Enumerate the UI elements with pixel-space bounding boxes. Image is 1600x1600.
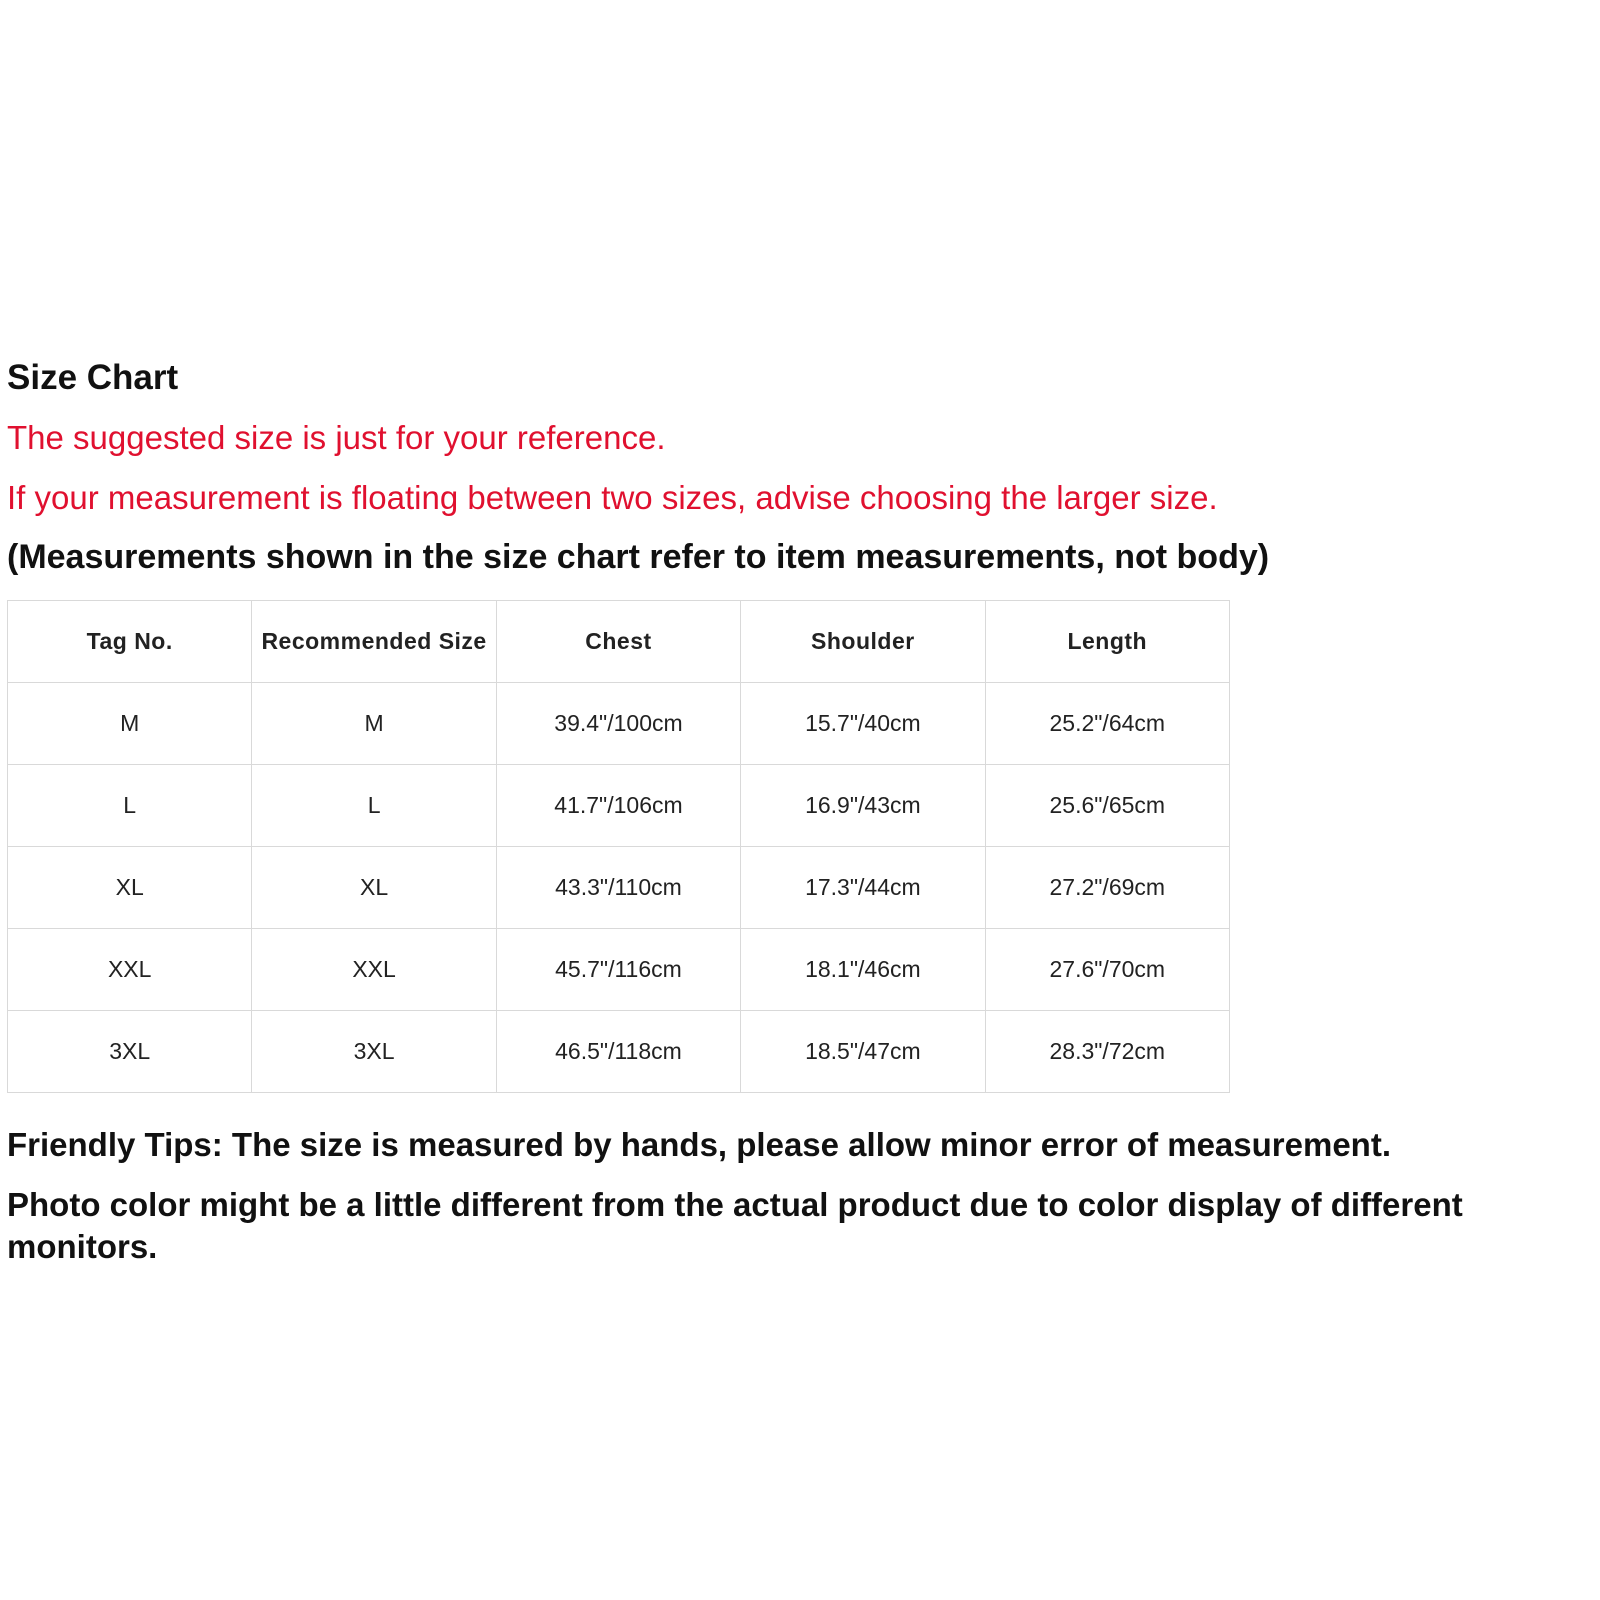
cell-chest: 41.7"/106cm xyxy=(496,765,740,847)
cell-tag-no: XL xyxy=(8,847,252,929)
cell-tag-no: M xyxy=(8,683,252,765)
advice-note: If your measurement is floating between two sizes, advise choosing the larger size. xyxy=(7,479,1218,516)
page-title: Size Chart xyxy=(7,358,179,397)
cell-chest: 45.7"/116cm xyxy=(496,929,740,1011)
table-header-row xyxy=(8,601,1230,683)
cell-recommended-size: L xyxy=(252,765,496,847)
cell-shoulder: 15.7"/40cm xyxy=(741,683,985,765)
table-row xyxy=(8,847,1230,929)
size-table xyxy=(7,600,1230,1093)
table-row xyxy=(8,683,1230,765)
cell-shoulder: 18.5"/47cm xyxy=(741,1011,985,1093)
cell-tag-no: XXL xyxy=(8,929,252,1011)
cell-length: 28.3"/72cm xyxy=(985,1011,1229,1093)
cell-chest: 43.3"/110cm xyxy=(496,847,740,929)
cell-shoulder: 18.1"/46cm xyxy=(741,929,985,1011)
header-chest: Chest xyxy=(496,601,740,683)
cell-shoulder: 16.9"/43cm xyxy=(741,765,985,847)
cell-chest: 46.5"/118cm xyxy=(496,1011,740,1093)
cell-length: 27.2"/69cm xyxy=(985,847,1229,929)
cell-recommended-size: XXL xyxy=(252,929,496,1011)
cell-tag-no: L xyxy=(8,765,252,847)
header-shoulder: Shoulder xyxy=(741,601,985,683)
cell-length: 27.6"/70cm xyxy=(985,929,1229,1011)
cell-length: 25.2"/64cm xyxy=(985,683,1229,765)
cell-length: 25.6"/65cm xyxy=(985,765,1229,847)
measurement-note: (Measurements shown in the size chart refer to item measurements, not body) xyxy=(7,538,1270,576)
reference-note: The suggested size is just for your reference. xyxy=(7,419,666,456)
table-row xyxy=(8,765,1230,847)
photo-color-note: Photo color might be a little different from the actual product due to color display of different monitors. xyxy=(7,1186,1463,1265)
table-row xyxy=(8,929,1230,1011)
cell-recommended-size: XL xyxy=(252,847,496,929)
cell-tag-no: 3XL xyxy=(8,1011,252,1093)
cell-recommended-size: 3XL xyxy=(252,1011,496,1093)
friendly-tips: Friendly Tips: The size is measured by hands, please allow minor error of measurement. xyxy=(7,1126,1391,1163)
cell-chest: 39.4"/100cm xyxy=(496,683,740,765)
header-length: Length xyxy=(985,601,1229,683)
cell-shoulder: 17.3"/44cm xyxy=(741,847,985,929)
table-row xyxy=(8,1011,1230,1093)
header-recommended-size: Recommended Size xyxy=(252,601,496,683)
cell-recommended-size: M xyxy=(252,683,496,765)
header-tag-no: Tag No. xyxy=(8,601,252,683)
